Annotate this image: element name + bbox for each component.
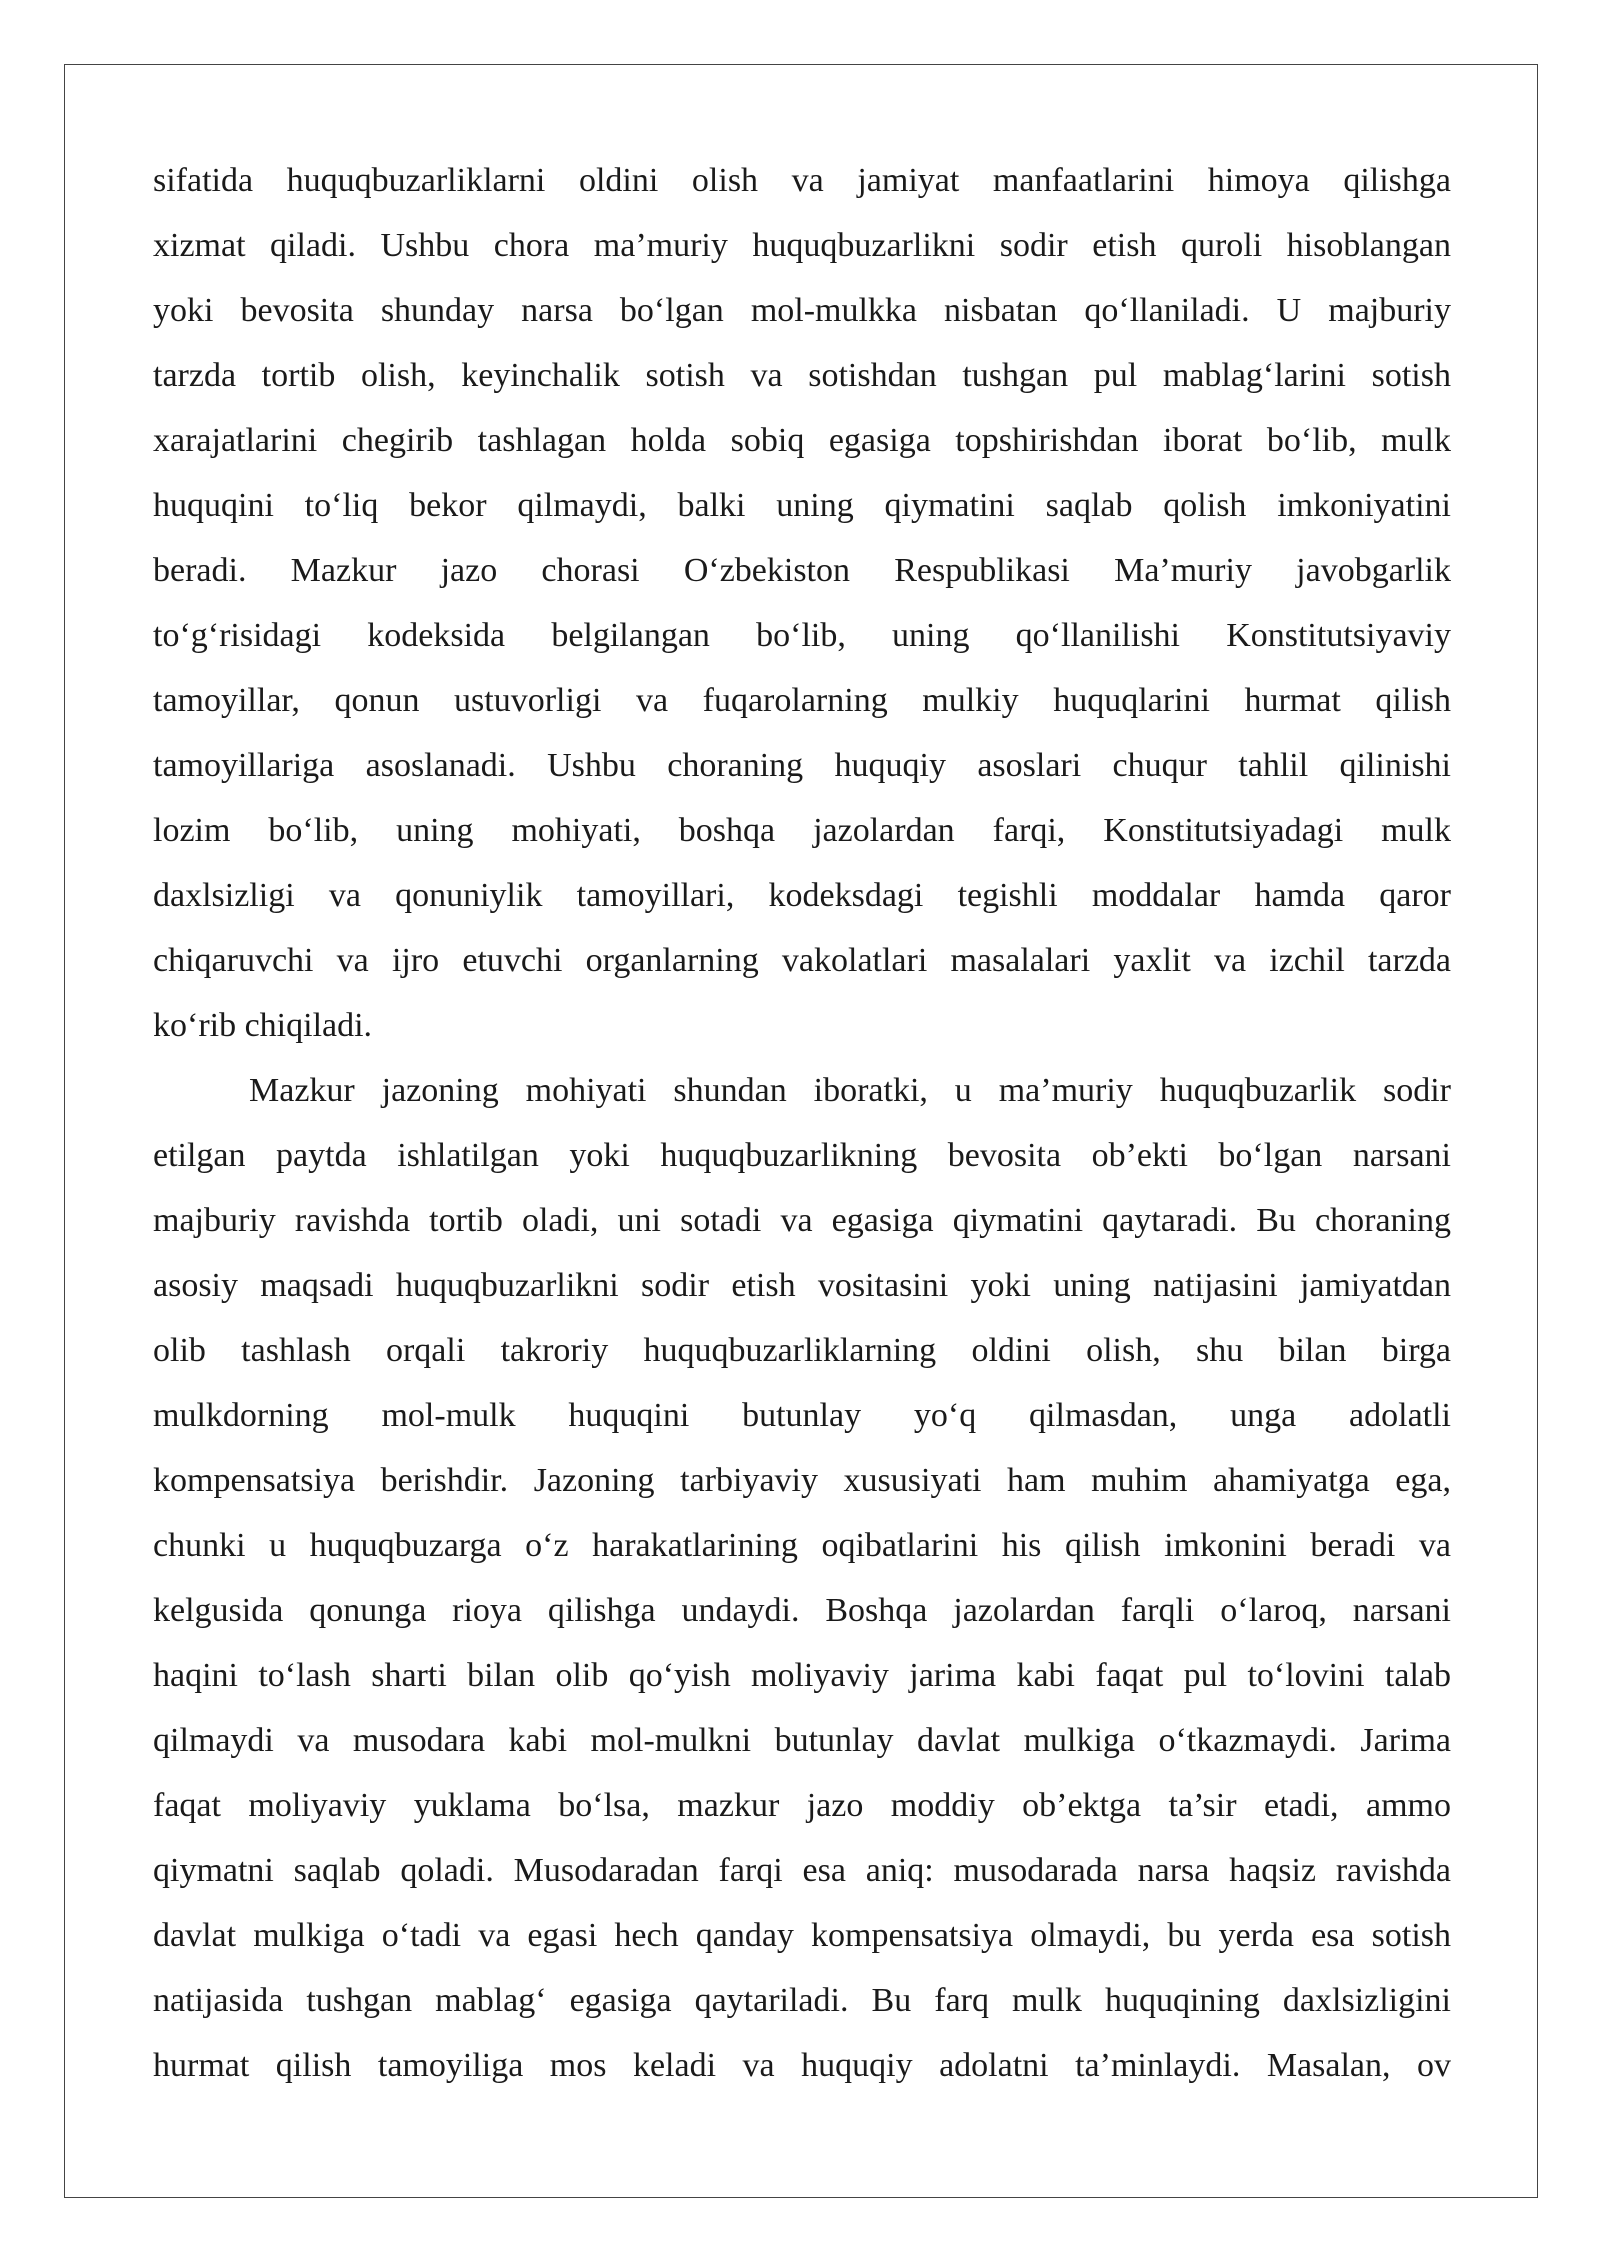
text-line: Mazkur jazoning mohiyati shundan iboratki, u ma’muriy huquqbuzarlik sodir [249, 1072, 1451, 1109]
text-line: kelgusida qonunga rioya qilishga undaydi. Boshqa jazolardan farqli o‘laroq, narsani [153, 1592, 1451, 1629]
text-line: tamoyillariga asoslanadi. Ushbu choraning huquqiy asoslari chuqur tahlil qilinishi [153, 747, 1451, 784]
text-line: tarzda tortib olish, keyinchalik sotish va sotishdan tushgan pul mablag‘larini sotish [153, 357, 1451, 394]
text-line: haqini to‘lash sharti bilan olib qo‘yish moliyaviy jarima kabi faqat pul to‘lovini talab [153, 1657, 1451, 1694]
text-line: hurmat qilish tamoyiliga mos keladi va huquqiy adolatni ta’minlaydi. Masalan, ov [153, 2047, 1451, 2084]
text-line: chunki u huquqbuzarga o‘z harakatlarining oqibatlarini his qilish imkonini beradi va [153, 1527, 1451, 1564]
text-line: qilmaydi va musodara kabi mol-mulkni butunlay davlat mulkiga o‘tkazmaydi. Jarima [153, 1722, 1451, 1759]
text-line: faqat moliyaviy yuklama bo‘lsa, mazkur jazo moddiy ob’ektga ta’sir etadi, ammo [153, 1787, 1451, 1824]
text-line: etilgan paytda ishlatilgan yoki huquqbuzarlikning bevosita ob’ekti bo‘lgan narsani [153, 1137, 1451, 1174]
text-line: olib tashlash orqali takroriy huquqbuzarliklarning oldini olish, shu bilan birga [153, 1332, 1451, 1369]
text-line: majburiy ravishda tortib oladi, uni sotadi va egasiga qiymatini qaytaradi. Bu choraning [153, 1202, 1451, 1239]
text-line: tamoyillar, qonun ustuvorligi va fuqarolarning mulkiy huquqlarini hurmat qilish [153, 682, 1451, 719]
text-line: ko‘rib chiqiladi. [153, 1007, 373, 1044]
text-line: natijasida tushgan mablag‘ egasiga qaytariladi. Bu farq mulk huquqining daxlsizligini [153, 1982, 1451, 2019]
text-line: lozim bo‘lib, uning mohiyati, boshqa jazolardan farqi, Konstitutsiyadagi mulk [153, 812, 1451, 849]
text-line: sifatida huquqbuzarliklarni oldini olish va jamiyat manfaatlarini himoya qilishga [153, 162, 1451, 199]
text-line: chiqaruvchi va ijro etuvchi organlarning vakolatlari masalalari yaxlit va izchil tarzda [153, 942, 1451, 979]
text-line: kompensatsiya berishdir. Jazoning tarbiyaviy xususiyati ham muhim ahamiyatga ega, [153, 1462, 1451, 1499]
text-line: to‘g‘risidagi kodeksida belgilangan bo‘lib, uning qo‘llanilishi Konstitutsiyaviy [153, 617, 1451, 654]
text-line: yoki bevosita shunday narsa bo‘lgan mol-mulkka nisbatan qo‘llaniladi. U majburiy [153, 292, 1451, 329]
text-line: davlat mulkiga o‘tadi va egasi hech qanday kompensatsiya olmaydi, bu yerda esa sotish [153, 1917, 1451, 1954]
text-line: beradi. Mazkur jazo chorasi O‘zbekiston Respublikasi Ma’muriy javobgarlik [153, 552, 1451, 589]
document-body [153, 148, 1451, 2098]
text-line: xizmat qiladi. Ushbu chora ma’muriy huquqbuzarlikni sodir etish quroli hisoblangan [153, 227, 1451, 264]
text-line: xarajatlarini chegirib tashlagan holda sobiq egasiga topshirishdan iborat bo‘lib, mulk [153, 422, 1451, 459]
text-line: huquqini to‘liq bekor qilmaydi, balki uning qiymatini saqlab qolish imkoniyatini [153, 487, 1451, 524]
text-line: daxlsizligi va qonuniylik tamoyillari, kodeksdagi tegishli moddalar hamda qaror [153, 877, 1451, 914]
text-line: asosiy maqsadi huquqbuzarlikni sodir etish vositasini yoki uning natijasini jamiyatdan [153, 1267, 1451, 1304]
text-line: mulkdorning mol-mulk huquqini butunlay yo‘q qilmasdan, unga adolatli [153, 1397, 1451, 1434]
text-line: qiymatni saqlab qoladi. Musodaradan farqi esa aniq: musodarada narsa haqsiz ravishda [153, 1852, 1451, 1889]
